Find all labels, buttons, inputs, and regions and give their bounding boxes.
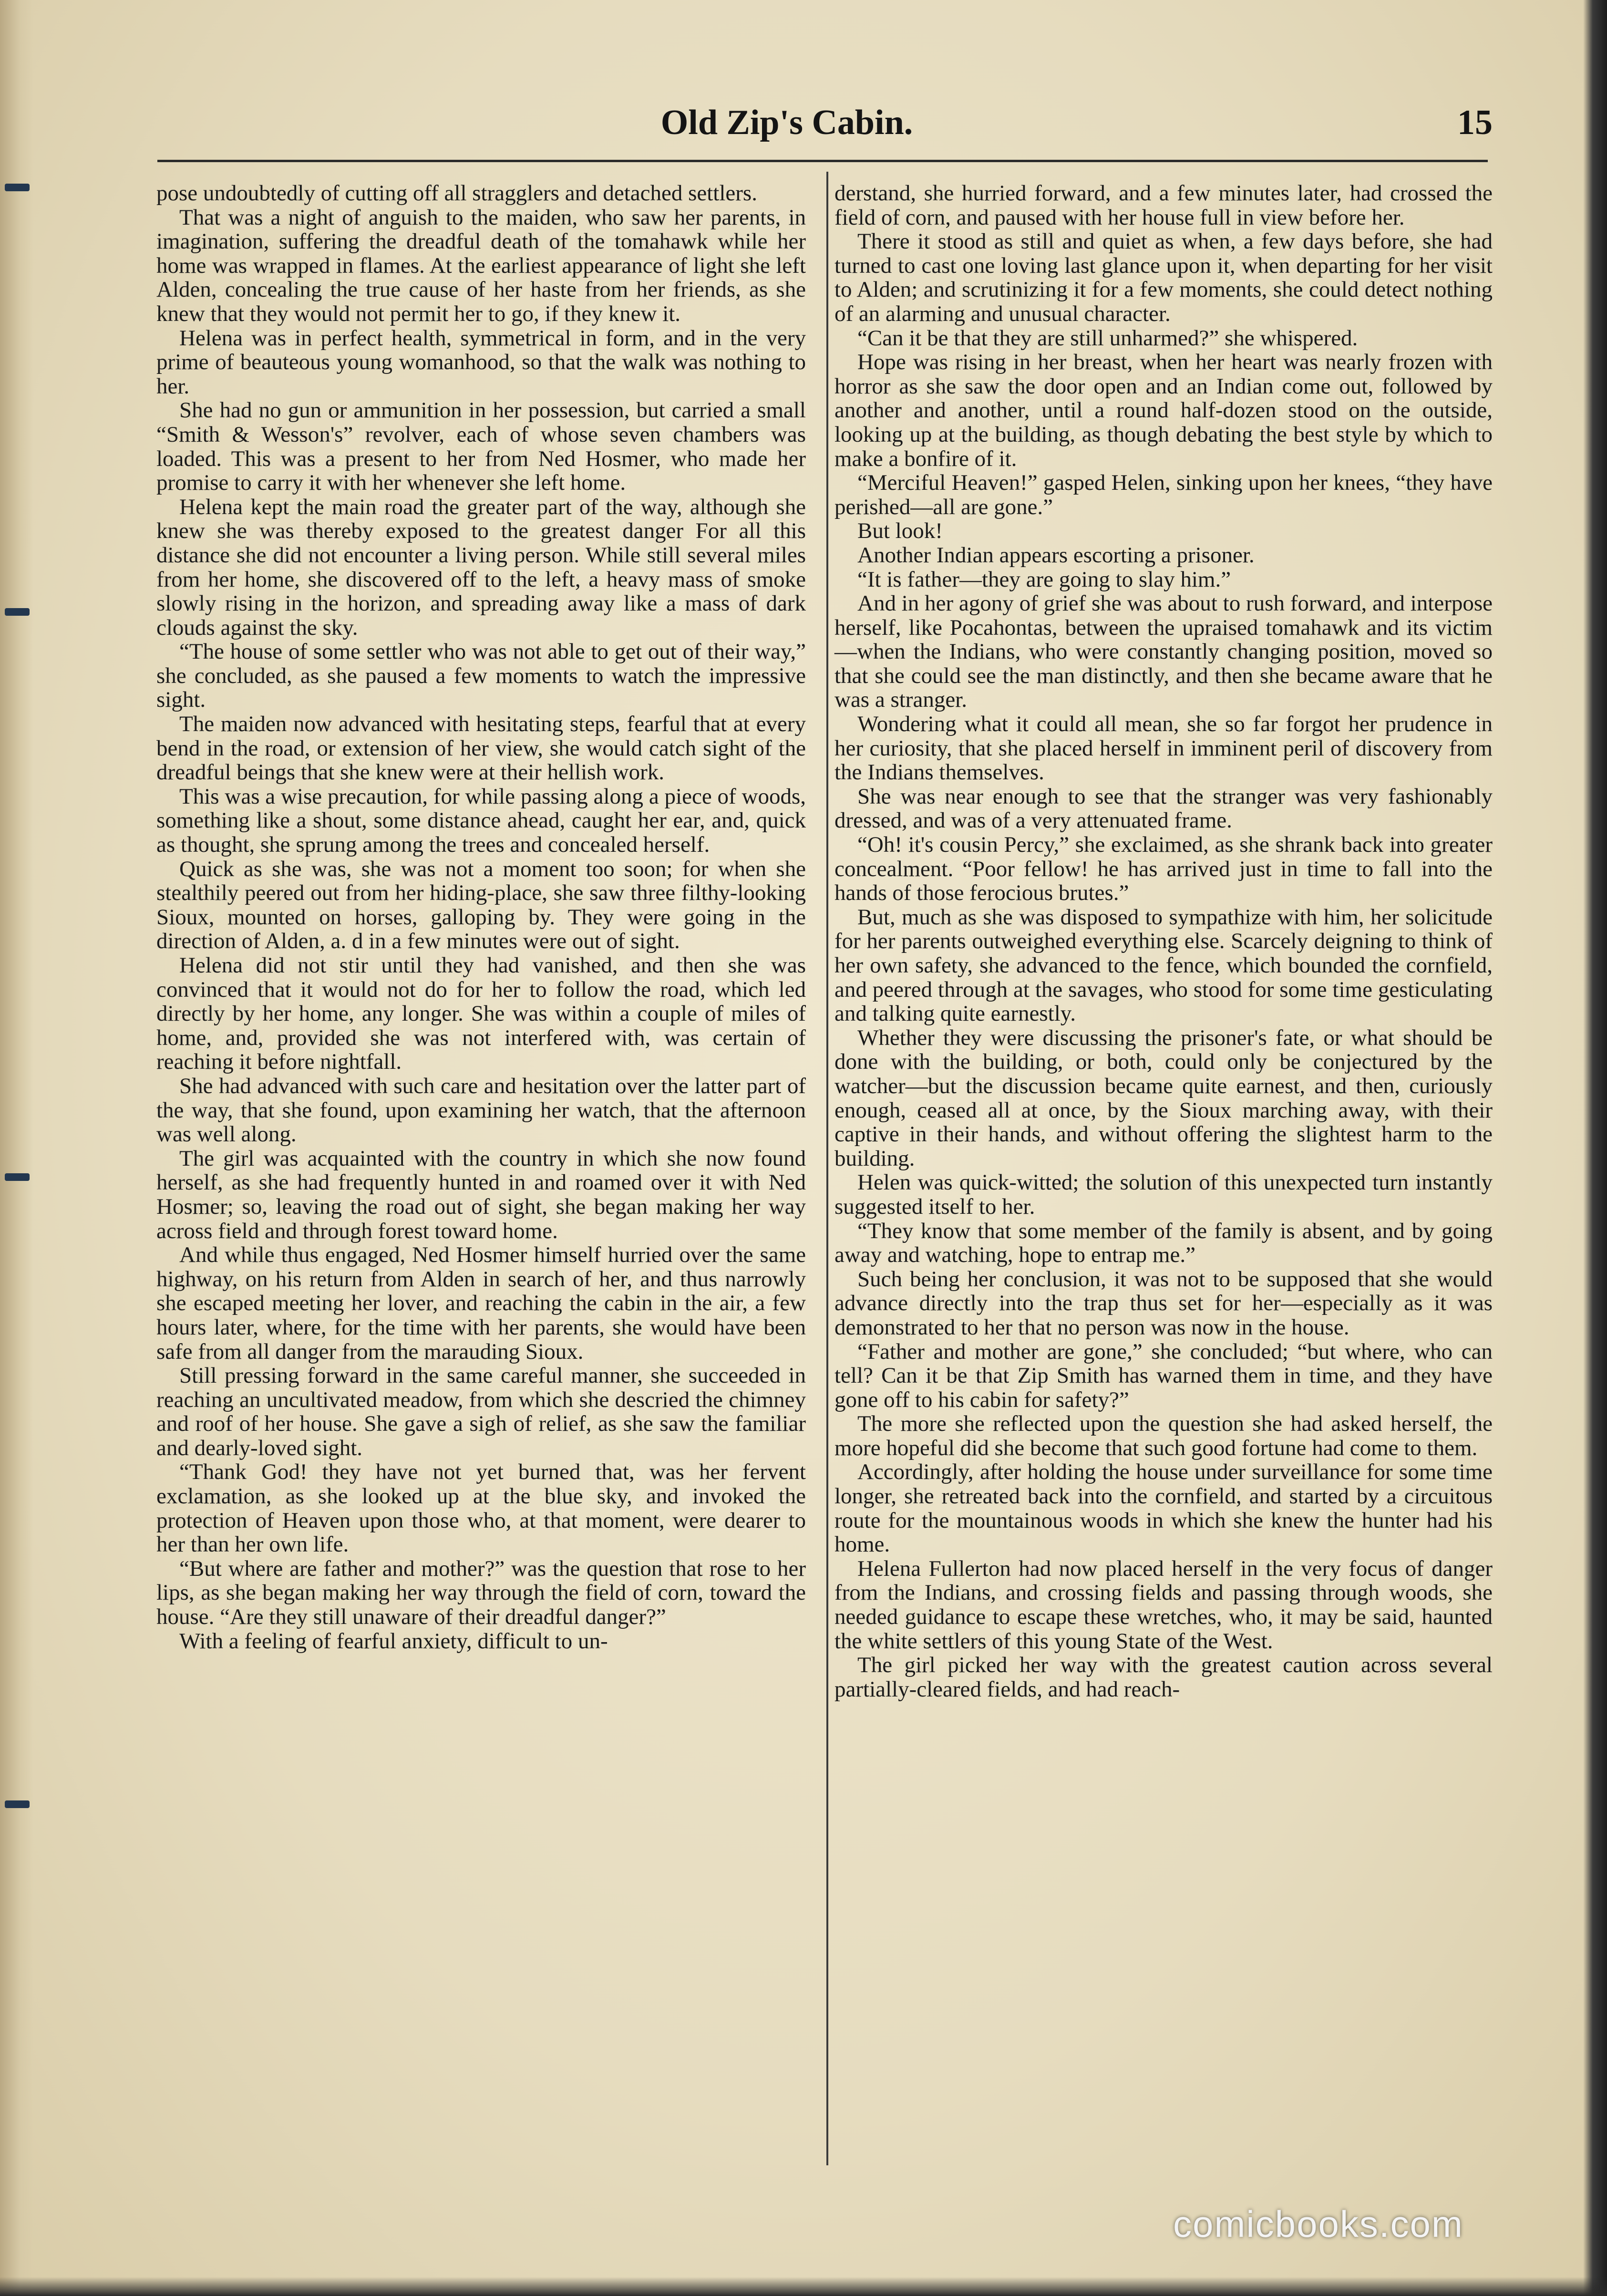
paragraph: And while thus engaged, Ned Hosmer himself hurried over the same highway, on his return from Alden in search of her, and thus narrowly she escaped meeting her lover, and reaching the cabin in the air, a few hours later, where, for the time with her parents, she would have been safe from all danger from the marauding Sioux. bbox=[156, 1242, 806, 1364]
site-watermark: comicbooks.com bbox=[1173, 2203, 1463, 2245]
paragraph: With a feeling of fearful anxiety, difficult to un- bbox=[179, 1628, 608, 1654]
paragraph: derstand, she hurried forward, and a few minutes later, had crossed the field of corn, and paused with her house full in view before her. bbox=[834, 181, 1493, 230]
paragraph: Quick as she was, she was not a moment too soon; for when she stealthily peered out from her hiding-place, she saw three filthy-looking Sioux, mounted on horses, galloping by. They were going in the direction of Alden, a. d in a few minutes were out of sight. bbox=[156, 856, 806, 954]
page-number: 15 bbox=[1457, 103, 1493, 142]
paragraph: This was a wise precaution, for while passing along a piece of woods, something like a shout, some distance ahead, caught her ear, and, quick as thought, she sprung among the trees and concealed herself. bbox=[156, 784, 806, 858]
paragraph: “Father and mother are gone,” she concluded; “but where, who can tell? Can it be that Zip Smith has warned them in time, and they have gone off to his cabin for safety?” bbox=[834, 1339, 1493, 1412]
binding-staple bbox=[5, 1173, 30, 1181]
paragraph: “But where are father and mother?” was the question that rose to her lips, as she began making her way through the field of corn, toward the house. “Are they still unaware of their dreadful danger?” bbox=[156, 1556, 806, 1630]
paragraph: The girl picked her way with the greatest caution across several partially-cleared fields, and had reach- bbox=[834, 1653, 1493, 1702]
paragraph: Helen was quick-witted; the solution of this unexpected turn instantly suggested itself to her. bbox=[834, 1170, 1493, 1219]
running-header-title: Old Zip's Cabin. bbox=[660, 103, 913, 142]
right-column bbox=[834, 181, 1493, 1701]
paragraph: She had no gun or ammunition in her possession, but carried a small “Smith & Wesson's” revolver, each of whose seven chambers was loaded. This was a present to her from Ned Hosmer, who made her promise to carry it with her whenever she left home. bbox=[156, 398, 806, 496]
paragraph: The maiden now advanced with hesitating steps, fearful that at every bend in the road, or extension of her view, she would catch sight of the dreadful beings that she knew were at their hellish work. bbox=[156, 712, 806, 785]
page-bottom-edge bbox=[0, 2277, 1607, 2296]
paragraph: Helena kept the main road the greater part of the way, although she knew she was thereby exposed to the greatest danger For all this distance she did not encounter a living person. While still several miles from her home, she discovered off to the left, a heavy mass of smoke slowly rising in the horizon, and spreading away like a mass of dark clouds against the sky. bbox=[156, 494, 806, 640]
paragraph: The more she reflected upon the question she had asked herself, the more hopeful did she become that such good fortune had come to them. bbox=[834, 1411, 1493, 1460]
paragraph: “Thank God! they have not yet burned that, was her fervent exclamation, as she looked up at the blue sky, and invoked the protection of Heaven upon those who, at that moment, were dearer to her than her own life. bbox=[156, 1459, 806, 1557]
paragraph: That was a night of anguish to the maiden, who saw her parents, in imagination, suffering the dreadful death of the tomahawk while her home was wrapped in flames. At the earliest appearance of light she left Alden, concealing the true cause of her haste from her friends, as she knew that they would not permit her to go, if they knew it. bbox=[156, 205, 806, 326]
paragraph: Such being her conclusion, it was not to be supposed that she would advance directly into the trap thus set for her—especially as it was demonstrated to her that no person was now in the house. bbox=[834, 1266, 1493, 1340]
spine-shadow bbox=[0, 0, 33, 2296]
paragraph: Still pressing forward in the same careful manner, she succeeded in reaching an uncultivated meadow, from which she descried the chimney and roof of her house. She gave a sigh of relief, as she saw the familiar and dearly-loved sight. bbox=[156, 1363, 806, 1460]
paragraph: Wondering what it could all mean, she so far forgot her prudence in her curiosity, that she placed herself in imminent peril of discovery from the Indians themselves. bbox=[834, 712, 1493, 785]
column-divider bbox=[826, 172, 828, 2165]
binding-staple bbox=[5, 1800, 30, 1808]
paragraph: Helena did not stir until they had vanished, and then she was convinced that it would not do for her to follow the road, which led directly by her home, any longer. She was within a couple of miles of home, and, provided she was not interfered with, was certain of reaching it before nightfall. bbox=[156, 953, 806, 1075]
paragraph: Helena was in perfect health, symmetrical in form, and in the very prime of beauteous young womanhood, so that the walk was nothing to her. bbox=[156, 325, 806, 399]
paragraph: She was near enough to see that the stranger was very fashionably dressed, and was of a very attenuated frame. bbox=[834, 784, 1493, 833]
paragraph: “They know that some member of the family is absent, and by going away and watching, hope to entrap me.” bbox=[834, 1218, 1493, 1268]
paragraph: “It is father—they are going to slay him.” bbox=[857, 567, 1231, 592]
left-column bbox=[156, 181, 806, 1653]
paragraph: “Can it be that they are still unharmed?” she whispered. bbox=[857, 325, 1358, 351]
header-rule bbox=[157, 160, 1488, 162]
paragraph: Another Indian appears escorting a prisoner. bbox=[857, 542, 1255, 568]
paragraph: Accordingly, after holding the house under surveillance for some time longer, she retreated back into the cornfield, and started by a circuitous route for the mountainous woods in which she knew the hunter had his home. bbox=[834, 1459, 1493, 1557]
paragraph: “Merciful Heaven!” gasped Helen, sinking upon her knees, “they have perished—all are gone.” bbox=[834, 470, 1493, 519]
paragraph: And in her agony of grief she was about to rush forward, and interpose herself, like Pocahontas, between the upraised tomahawk and its victim—when the Indians, who were constantly changing position, moved so that she could see the man distinctly, and then she became aware that he was a stranger. bbox=[834, 591, 1493, 713]
paragraph: Hope was rising in her breast, when her heart was nearly frozen with horror as she saw the door open and an Indian come out, followed by another and another, until a round half-dozen stood on the outside, looking up at the building, as though debating the best style by which to make a bonfire of it. bbox=[834, 350, 1493, 471]
paragraph: Whether they were discussing the prisoner's fate, or what should be done with the building, or both, could only be conjectured by the watcher—but the discussion became quite earnest, and then, curiously enough, ceased all at once, by the Sioux marching away, with their captive in their hands, and without offering the slightest harm to the building. bbox=[834, 1025, 1493, 1171]
page-right-edge bbox=[1583, 0, 1607, 2296]
binding-staple bbox=[5, 608, 30, 616]
paragraph: There it stood as still and quiet as when, a few days before, she had turned to cast one loving last glance upon it, when departing for her visit to Alden; and scrutinizing it for a few moments, she could detect nothing of an alarming and unusual character. bbox=[834, 229, 1493, 326]
paragraph: The girl was acquainted with the country in which she now found herself, as she had frequently hunted in and roamed over it with Ned Hosmer; so, leaving the road out of sight, she began making her way across field and through forest toward home. bbox=[156, 1146, 806, 1243]
paragraph: But look! bbox=[857, 518, 943, 544]
binding-staple bbox=[5, 184, 30, 191]
paragraph: “Oh! it's cousin Percy,” she exclaimed, as she shrank back into greater concealment. “Poor fellow! he has arrived just in time to fall into the hands of those ferocious brutes.” bbox=[834, 832, 1493, 906]
paragraph: “The house of some settler who was not able to get out of their way,” she concluded, as she paused a few moments to watch the impressive sight. bbox=[156, 639, 806, 713]
paragraph: She had advanced with such care and hesitation over the latter part of the way, that she found, upon examining her watch, that the afternoon was well along. bbox=[156, 1073, 806, 1147]
paragraph: pose undoubtedly of cutting off all stragglers and detached settlers. bbox=[156, 181, 757, 206]
paragraph: Helena Fullerton had now placed herself in the very focus of danger from the Indians, and crossing fields and passing through woods, she needed guidance to escape these wretches, who, it may be said, haunted the white settlers of this young State of the West. bbox=[834, 1556, 1493, 1654]
paragraph: But, much as she was disposed to sympathize with him, her solicitude for her parents outweighed everything else. Scarcely deigning to think of her own safety, she advanced to the fence, which bounded the cornfield, and peered through at the savages, who stood for some time gesticulating and talking quite earnestly. bbox=[834, 904, 1493, 1026]
